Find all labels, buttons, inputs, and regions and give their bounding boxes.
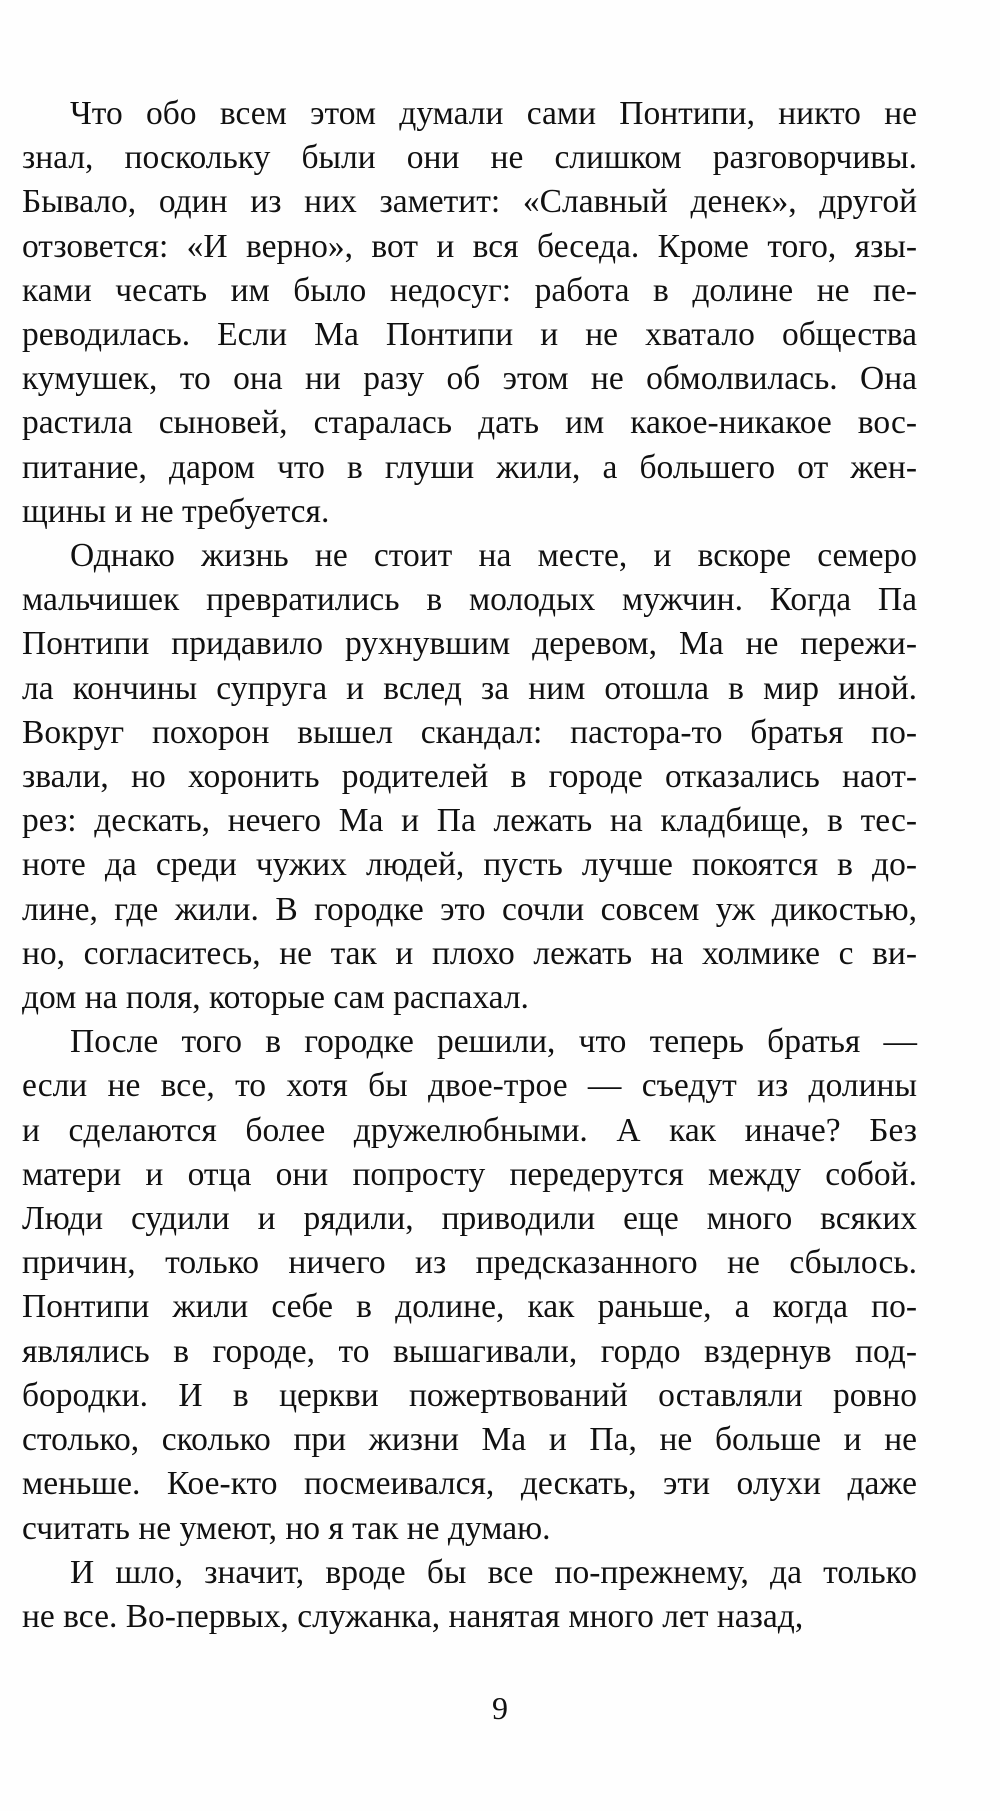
text-line: щины и не требуется. xyxy=(22,492,330,530)
text-line: матери и отца они попросту передерутся между собой. xyxy=(22,1155,917,1193)
text-line: Что обо всем этом думали сами Понтипи, никто не xyxy=(70,95,917,132)
text-line: знал, поскольку были они не слишком разговорчивы. xyxy=(22,139,917,177)
text-line: лине, где жили. В городке это сочли совсем уж дикостью, xyxy=(22,890,917,928)
text-line: если не все, то хотя бы двое-трое — съедут из долины xyxy=(22,1067,917,1105)
text-line: Понтипи придавило рухнувшим деревом, Ма не пережи- xyxy=(22,625,917,663)
text-line: бородки. И в церкви пожертвований оставляли ровно xyxy=(22,1376,917,1414)
text-line: рез: дескать, нечего Ма и Па лежать на кладбище, в тес- xyxy=(22,802,917,840)
text-line: ками чесать им было недосуг: работа в долине не пе- xyxy=(22,271,917,309)
text-line: мальчишек превратились в молодых мужчин. Когда Па xyxy=(22,581,917,619)
text-line: но, согласитесь, не так и плохо лежать на холмике с ви- xyxy=(22,934,917,972)
paragraph xyxy=(22,1020,917,1550)
text-line: причин, только ничего из предсказанного не сбылось. xyxy=(22,1244,917,1282)
text-line: И шло, значит, вроде бы все по-прежнему, да только xyxy=(70,1553,917,1591)
text-line: дом на поля, которые сам распахал. xyxy=(22,979,529,1017)
text-line: Люди судили и рядили, приводили еще много всяких xyxy=(22,1200,917,1238)
text-line: кумушек, то она ни разу об этом не обмолвилась. Она xyxy=(22,360,917,398)
text-line: реводилась. Если Ма Понтипи и не хватало общества xyxy=(22,316,917,354)
text-line: столько, сколько при жизни Ма и Па, не больше и не xyxy=(22,1421,917,1459)
text-line: не все. Во-первых, служанка, нанятая много лет назад, xyxy=(22,1597,804,1635)
text-line: являлись в городе, то вышагивали, гордо вздернув под- xyxy=(22,1332,917,1370)
paragraph xyxy=(22,1551,917,1639)
text-line: меньше. Кое-кто посмеивался, дескать, эти олухи даже xyxy=(22,1465,917,1503)
text-line: Бывало, один из них заметит: «Славный денек», другой xyxy=(22,183,917,221)
text-line: считать не умеют, но я так не думаю. xyxy=(22,1509,551,1547)
text-line: и сделаются более дружелюбными. А как иначе? Без xyxy=(22,1111,917,1149)
text-line: питание, даром что в глуши жили, а большего от жен- xyxy=(22,448,917,486)
text-line: ла кончины супруга и вслед за ним отошла в мир иной. xyxy=(22,669,917,707)
text-line: Понтипи жили себе в долине, как раньше, а когда по- xyxy=(22,1288,917,1326)
text-line: Однако жизнь не стоит на месте, и вскоре семеро xyxy=(70,537,917,575)
body-text xyxy=(22,92,917,1639)
text-line: После того в городке решили, что теперь братья — xyxy=(70,1023,917,1061)
text-line: звали, но хоронить родителей в городе отказались наот- xyxy=(22,758,917,796)
text-line: отзовется: «И верно», вот и вся беседа. Кроме того, язы- xyxy=(22,227,917,265)
paragraph xyxy=(22,534,917,1020)
text-line: растила сыновей, старалась дать им какое-никакое вос- xyxy=(22,404,917,442)
paragraph xyxy=(22,92,917,534)
text-line: Вокруг похорон вышел скандал: пастора-то братья по- xyxy=(22,713,917,751)
text-line: ноте да среди чужих людей, пусть лучше покоятся в до- xyxy=(22,846,917,884)
page-number: 9 xyxy=(492,1690,508,1726)
